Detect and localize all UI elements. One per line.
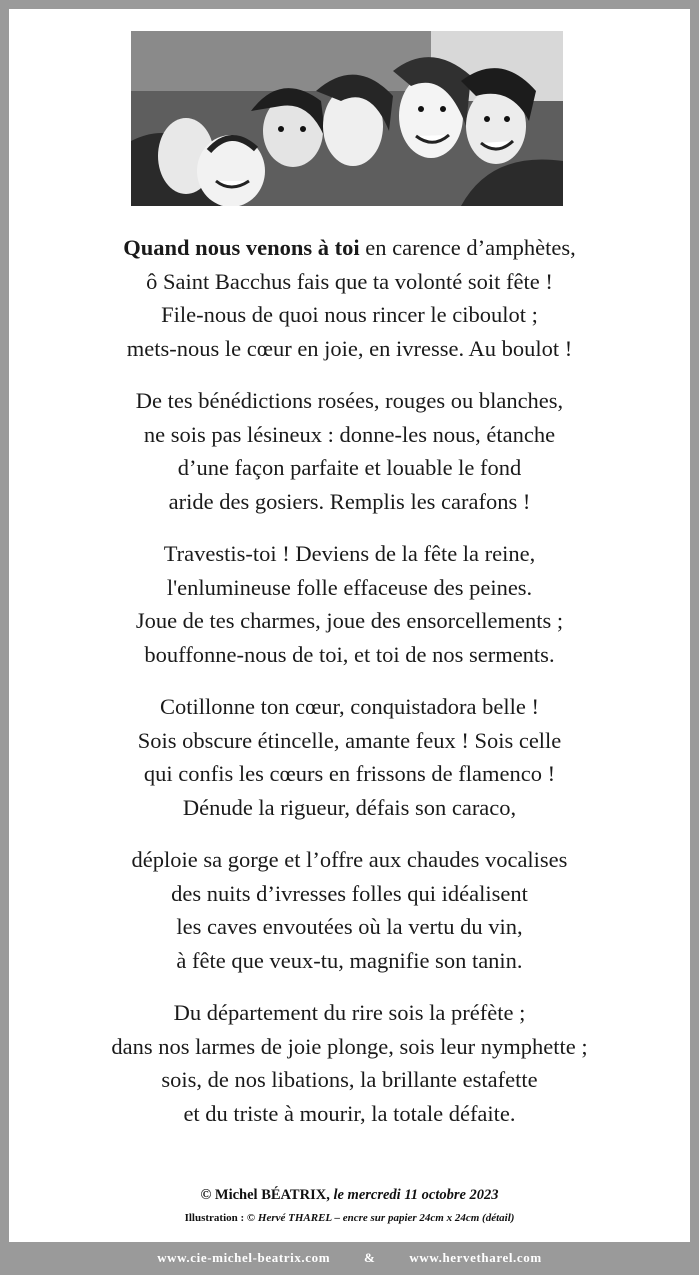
- poem-line: [9, 1097, 690, 1131]
- poem-line-text: déploie sa gorge et l’offre aux chaudes vocalises: [131, 847, 568, 872]
- poem-line-text: Cotillonne ton cœur, conquistadora belle !: [159, 694, 539, 719]
- poem-line: [9, 1030, 690, 1064]
- poem-line: [9, 231, 690, 265]
- poem-line: [9, 638, 690, 672]
- illustration-credit: [9, 1212, 690, 1224]
- stanza: [9, 384, 690, 518]
- stanza: [9, 231, 690, 365]
- poem-line-text: l'enlumineuse folle effaceuse des peines.: [166, 574, 533, 600]
- poem-line: [9, 996, 690, 1030]
- poem-line: [9, 910, 690, 944]
- footer-links: [0, 1250, 699, 1266]
- poem-line-text: bouffonne-nous de toi, et toi de nos serments.: [144, 641, 555, 667]
- poem-line: [9, 451, 690, 485]
- poem-line: [9, 298, 690, 332]
- illustration: [131, 31, 563, 206]
- poem-line: [9, 791, 690, 825]
- poem-line-text: les caves envoutées où la vertu du vin,: [176, 914, 523, 939]
- poem-line-text: Dénude la rigueur, défais son caraco,: [182, 794, 517, 820]
- poem-line: [9, 571, 690, 605]
- poem-line-text: De tes bénédictions rosées, rouges ou blanches,: [135, 388, 564, 413]
- author-name: © Michel BÉATRIX,: [200, 1187, 330, 1203]
- credit-date: le mercredi 11 octobre 2023: [329, 1187, 499, 1203]
- poem-line-text: sois, de nos libations, la brillante estafette: [161, 1067, 538, 1092]
- poem-line-text: File-nous de quoi nous rincer le ciboulot ;: [161, 302, 538, 327]
- poem-line: [9, 384, 690, 418]
- illustration-prefix: Illustration : ©: [184, 1212, 258, 1224]
- poem-line: [9, 724, 690, 758]
- poem-line: [9, 604, 690, 638]
- stanza: [9, 843, 690, 977]
- poem-line: [9, 537, 690, 571]
- poem-line-text: des nuits d’ivresses folles qui idéalisent: [171, 880, 528, 906]
- poem-line: [9, 757, 690, 791]
- poem-line: [9, 265, 690, 299]
- stanza: [9, 690, 690, 824]
- poem-line-text: ne sois pas lésineux : donne-les nous, étanche: [143, 421, 556, 447]
- footer-link-hervetharel[interactable]: www.hervetharel.com: [409, 1250, 542, 1265]
- ink-drawing-crowd-of-faces-icon: [131, 31, 563, 206]
- footer-ampersand: &: [364, 1250, 376, 1265]
- stanza: [9, 537, 690, 671]
- poem: [9, 231, 690, 1149]
- poem-line-text: qui confis les cœurs en frissons de flamenco !: [143, 761, 556, 786]
- poem-line-text: ô Saint Bacchus fais que ta volonté soit fête !: [146, 268, 553, 294]
- poem-line: [9, 690, 690, 724]
- poem-card: [9, 9, 690, 1242]
- poem-line-text: mets-nous le cœur en joie, en ivresse. Au boulot !: [126, 335, 573, 361]
- poem-line: [9, 418, 690, 452]
- poem-line-text: Travestis-toi ! Deviens de la fête la reine,: [163, 541, 536, 566]
- poem-line: [9, 843, 690, 877]
- poem-line-text: Sois obscure étincelle, amante feux ! Sois celle: [137, 727, 562, 753]
- poem-line-text: en carence d’amphètes,: [359, 235, 576, 260]
- poem-line: [9, 1063, 690, 1097]
- poem-line: [9, 485, 690, 519]
- author-credit: [9, 1187, 690, 1204]
- poem-line-text: Du département du rire sois la préfète ;: [173, 1000, 526, 1025]
- poem-line: [9, 944, 690, 978]
- illustrator: Hervé THAREL – encre sur papier 24cm x 24cm (détail): [257, 1212, 515, 1224]
- poem-line: [9, 332, 690, 366]
- stanza: [9, 996, 690, 1130]
- poem-line-text: d’une façon parfaite et louable le fond: [177, 455, 522, 480]
- poem-title-phrase: Quand nous venons à toi: [123, 235, 360, 260]
- poem-line: [9, 877, 690, 911]
- poem-line-text: aride des gosiers. Remplis les carafons !: [168, 488, 531, 514]
- poem-line-text: à fête que veux-tu, magnifie son tanin.: [176, 947, 523, 973]
- poem-line-text: Joue de tes charmes, joue des ensorcellements ;: [135, 608, 564, 633]
- poem-line-text: et du triste à mourir, la totale défaite.: [183, 1100, 516, 1126]
- poem-line-text: dans nos larmes de joie plonge, sois leur nymphette ;: [111, 1033, 588, 1059]
- footer-link-cie-michel-beatrix[interactable]: www.cie-michel-beatrix.com: [157, 1250, 331, 1265]
